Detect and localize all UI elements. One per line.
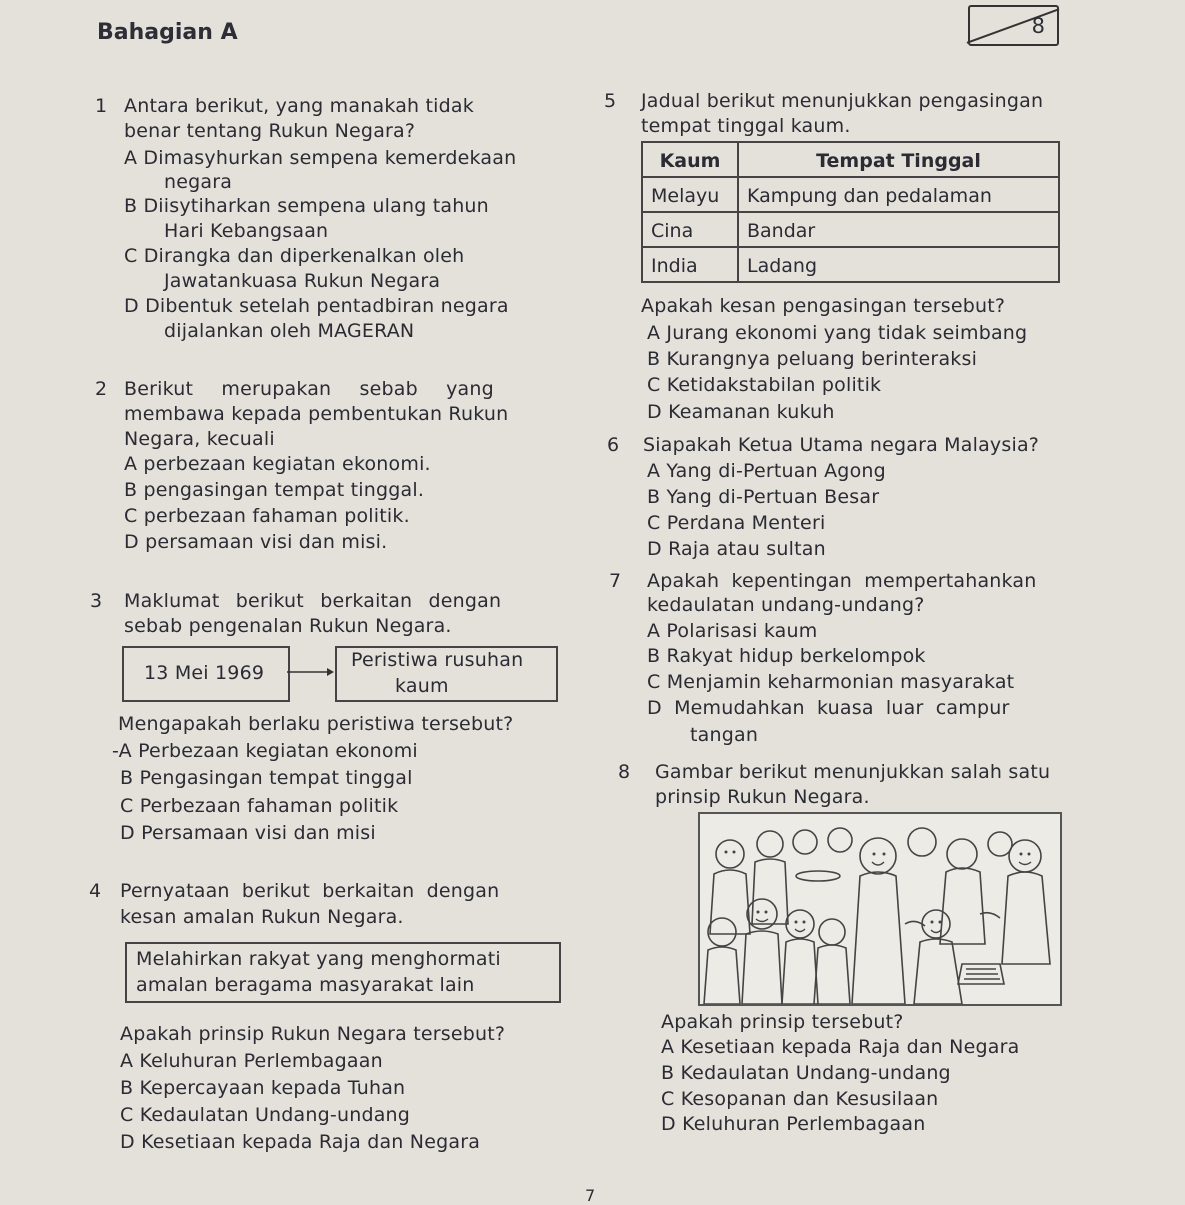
event-box: [335, 646, 558, 702]
people-illustration: [700, 814, 1060, 1004]
page-number: 8: [1031, 14, 1045, 38]
question-stem: Maklumat berikut berkaitan dengan: [124, 590, 502, 612]
option-a[interactable]: A Jurang ekonomi yang tidak seimbang: [647, 322, 1028, 344]
option-d[interactable]: D Raja atau sultan: [647, 538, 826, 560]
question-stem: Siapakah Ketua Utama negara Malaysia?: [643, 434, 1040, 456]
question-stem: prinsip Rukun Negara.: [655, 786, 870, 808]
event-text: Peristiwa rusuhan: [351, 649, 524, 671]
option-d[interactable]: D Dibentuk setelah pentadbiran negara: [124, 295, 509, 317]
question-stem: Antara berikut, yang manakah tidak: [124, 95, 474, 117]
question-stem: Berikut merupakan sebab yang: [124, 378, 494, 400]
option-c[interactable]: C Dirangka dan diperkenalkan oleh: [124, 245, 465, 267]
table-row: [642, 212, 1059, 247]
option-c[interactable]: C Kedaulatan Undang-undang: [120, 1104, 411, 1126]
arrow-icon: [287, 665, 335, 679]
date-box: [122, 646, 290, 702]
option-a[interactable]: A Dimasyhurkan sempena kemerdekaan: [124, 147, 517, 169]
table-header-row: [642, 142, 1059, 177]
question-prompt: Apakah prinsip tersebut?: [661, 1011, 904, 1033]
table-cell: Melayu: [642, 177, 738, 212]
table-header: Kaum: [642, 142, 738, 177]
option-c-cont: Jawatankuasa Rukun Negara: [164, 270, 441, 292]
question-stem: membawa kepada pembentukan Rukun: [124, 403, 509, 425]
question-number: 6: [607, 434, 620, 456]
option-b[interactable]: B Diisytiharkan sempena ulang tahun: [124, 195, 489, 217]
table-cell: Bandar: [738, 212, 1059, 247]
question-stem: kedaulatan undang-undang?: [647, 594, 925, 616]
residence-table: [641, 141, 1060, 283]
question-stem: kesan amalan Rukun Negara.: [120, 906, 404, 928]
option-d[interactable]: D Keluhuran Perlembagaan: [661, 1113, 926, 1135]
page-number-divider: [967, 8, 1060, 43]
option-b[interactable]: B Kedaulatan Undang-undang: [661, 1062, 951, 1084]
question-stem: sebab pengenalan Rukun Negara.: [124, 615, 452, 637]
question-number: 1: [95, 95, 108, 117]
option-b[interactable]: B Rakyat hidup berkelompok: [647, 645, 926, 667]
option-b[interactable]: B Yang di-Pertuan Besar: [647, 486, 880, 508]
option-d-cont: tangan: [690, 724, 759, 746]
table-cell: Kampung dan pedalaman: [738, 177, 1059, 212]
illustration-people-greeting: [698, 812, 1062, 1006]
option-b[interactable]: B pengasingan tempat tinggal.: [124, 479, 425, 501]
option-c[interactable]: C Kesopanan dan Kesusilaan: [661, 1088, 939, 1110]
statement-text: amalan beragama masyarakat lain: [136, 974, 475, 996]
option-a[interactable]: -A Perbezaan kegiatan ekonomi: [112, 740, 418, 762]
option-a[interactable]: A Polarisasi kaum: [647, 620, 818, 642]
table-cell: India: [642, 247, 738, 282]
event-text: kaum: [395, 675, 449, 697]
question-number: 5: [604, 90, 617, 112]
question-stem: Negara, kecuali: [124, 428, 275, 450]
section-title: Bahagian A: [97, 20, 238, 45]
question-number: 3: [90, 590, 103, 612]
option-c[interactable]: C Menjamin keharmonian masyarakat: [647, 671, 1015, 693]
question-number: 2: [95, 378, 108, 400]
question-prompt: Apakah kesan pengasingan tersebut?: [641, 295, 1006, 317]
option-c[interactable]: C Perbezaan fahaman politik: [120, 795, 399, 817]
option-d[interactable]: D Memudahkan kuasa luar campur: [647, 697, 1010, 719]
option-c[interactable]: C Perdana Menteri: [647, 512, 826, 534]
page-footer-number: 7: [585, 1186, 596, 1205]
option-b[interactable]: B Pengasingan tempat tinggal: [120, 767, 413, 789]
option-d-cont: dijalankan oleh MAGERAN: [164, 320, 415, 342]
option-a-cont: negara: [164, 171, 233, 193]
question-number: 8: [618, 761, 631, 783]
question-prompt: Apakah prinsip Rukun Negara tersebut?: [120, 1023, 506, 1045]
option-c[interactable]: C Ketidakstabilan politik: [647, 374, 882, 396]
option-d[interactable]: D Keamanan kukuh: [647, 401, 835, 423]
option-d[interactable]: D Persamaan visi dan misi: [120, 822, 376, 844]
option-b-cont: Hari Kebangsaan: [164, 220, 329, 242]
table-row: [642, 177, 1059, 212]
question-stem: tempat tinggal kaum.: [641, 115, 851, 137]
question-number: 4: [89, 880, 102, 902]
question-stem: benar tentang Rukun Negara?: [124, 120, 416, 142]
table-header: Tempat Tinggal: [738, 142, 1059, 177]
option-a[interactable]: A Kesetiaan kepada Raja dan Negara: [661, 1036, 1020, 1058]
question-number: 7: [609, 570, 622, 592]
question-stem: Apakah kepentingan mempertahankan: [647, 570, 1037, 592]
question-stem: Gambar berikut menunjukkan salah satu: [655, 761, 1051, 783]
statement-text: Melahirkan rakyat yang menghormati: [136, 948, 501, 970]
option-d[interactable]: D Kesetiaan kepada Raja dan Negara: [120, 1131, 481, 1153]
table-cell: Ladang: [738, 247, 1059, 282]
table-cell: Cina: [642, 212, 738, 247]
option-a[interactable]: A Keluhuran Perlembagaan: [120, 1050, 383, 1072]
option-b[interactable]: B Kurangnya peluang berinteraksi: [647, 348, 978, 370]
page-number-box: [968, 5, 1059, 46]
table-row: [642, 247, 1059, 282]
option-a[interactable]: A Yang di-Pertuan Agong: [647, 460, 886, 482]
question-stem: Pernyataan berikut berkaitan dengan: [120, 880, 500, 902]
question-prompt: Mengapakah berlaku peristiwa tersebut?: [118, 713, 514, 735]
date-text: 13 Mei 1969: [144, 662, 265, 684]
question-stem: Jadual berikut menunjukkan pengasingan: [641, 90, 1044, 112]
option-c[interactable]: C perbezaan fahaman politik.: [124, 505, 410, 527]
option-a[interactable]: A perbezaan kegiatan ekonomi.: [124, 453, 431, 475]
option-d[interactable]: D persamaan visi dan misi.: [124, 531, 388, 553]
statement-box: [125, 942, 561, 1003]
option-b[interactable]: B Kepercayaan kepada Tuhan: [120, 1077, 406, 1099]
